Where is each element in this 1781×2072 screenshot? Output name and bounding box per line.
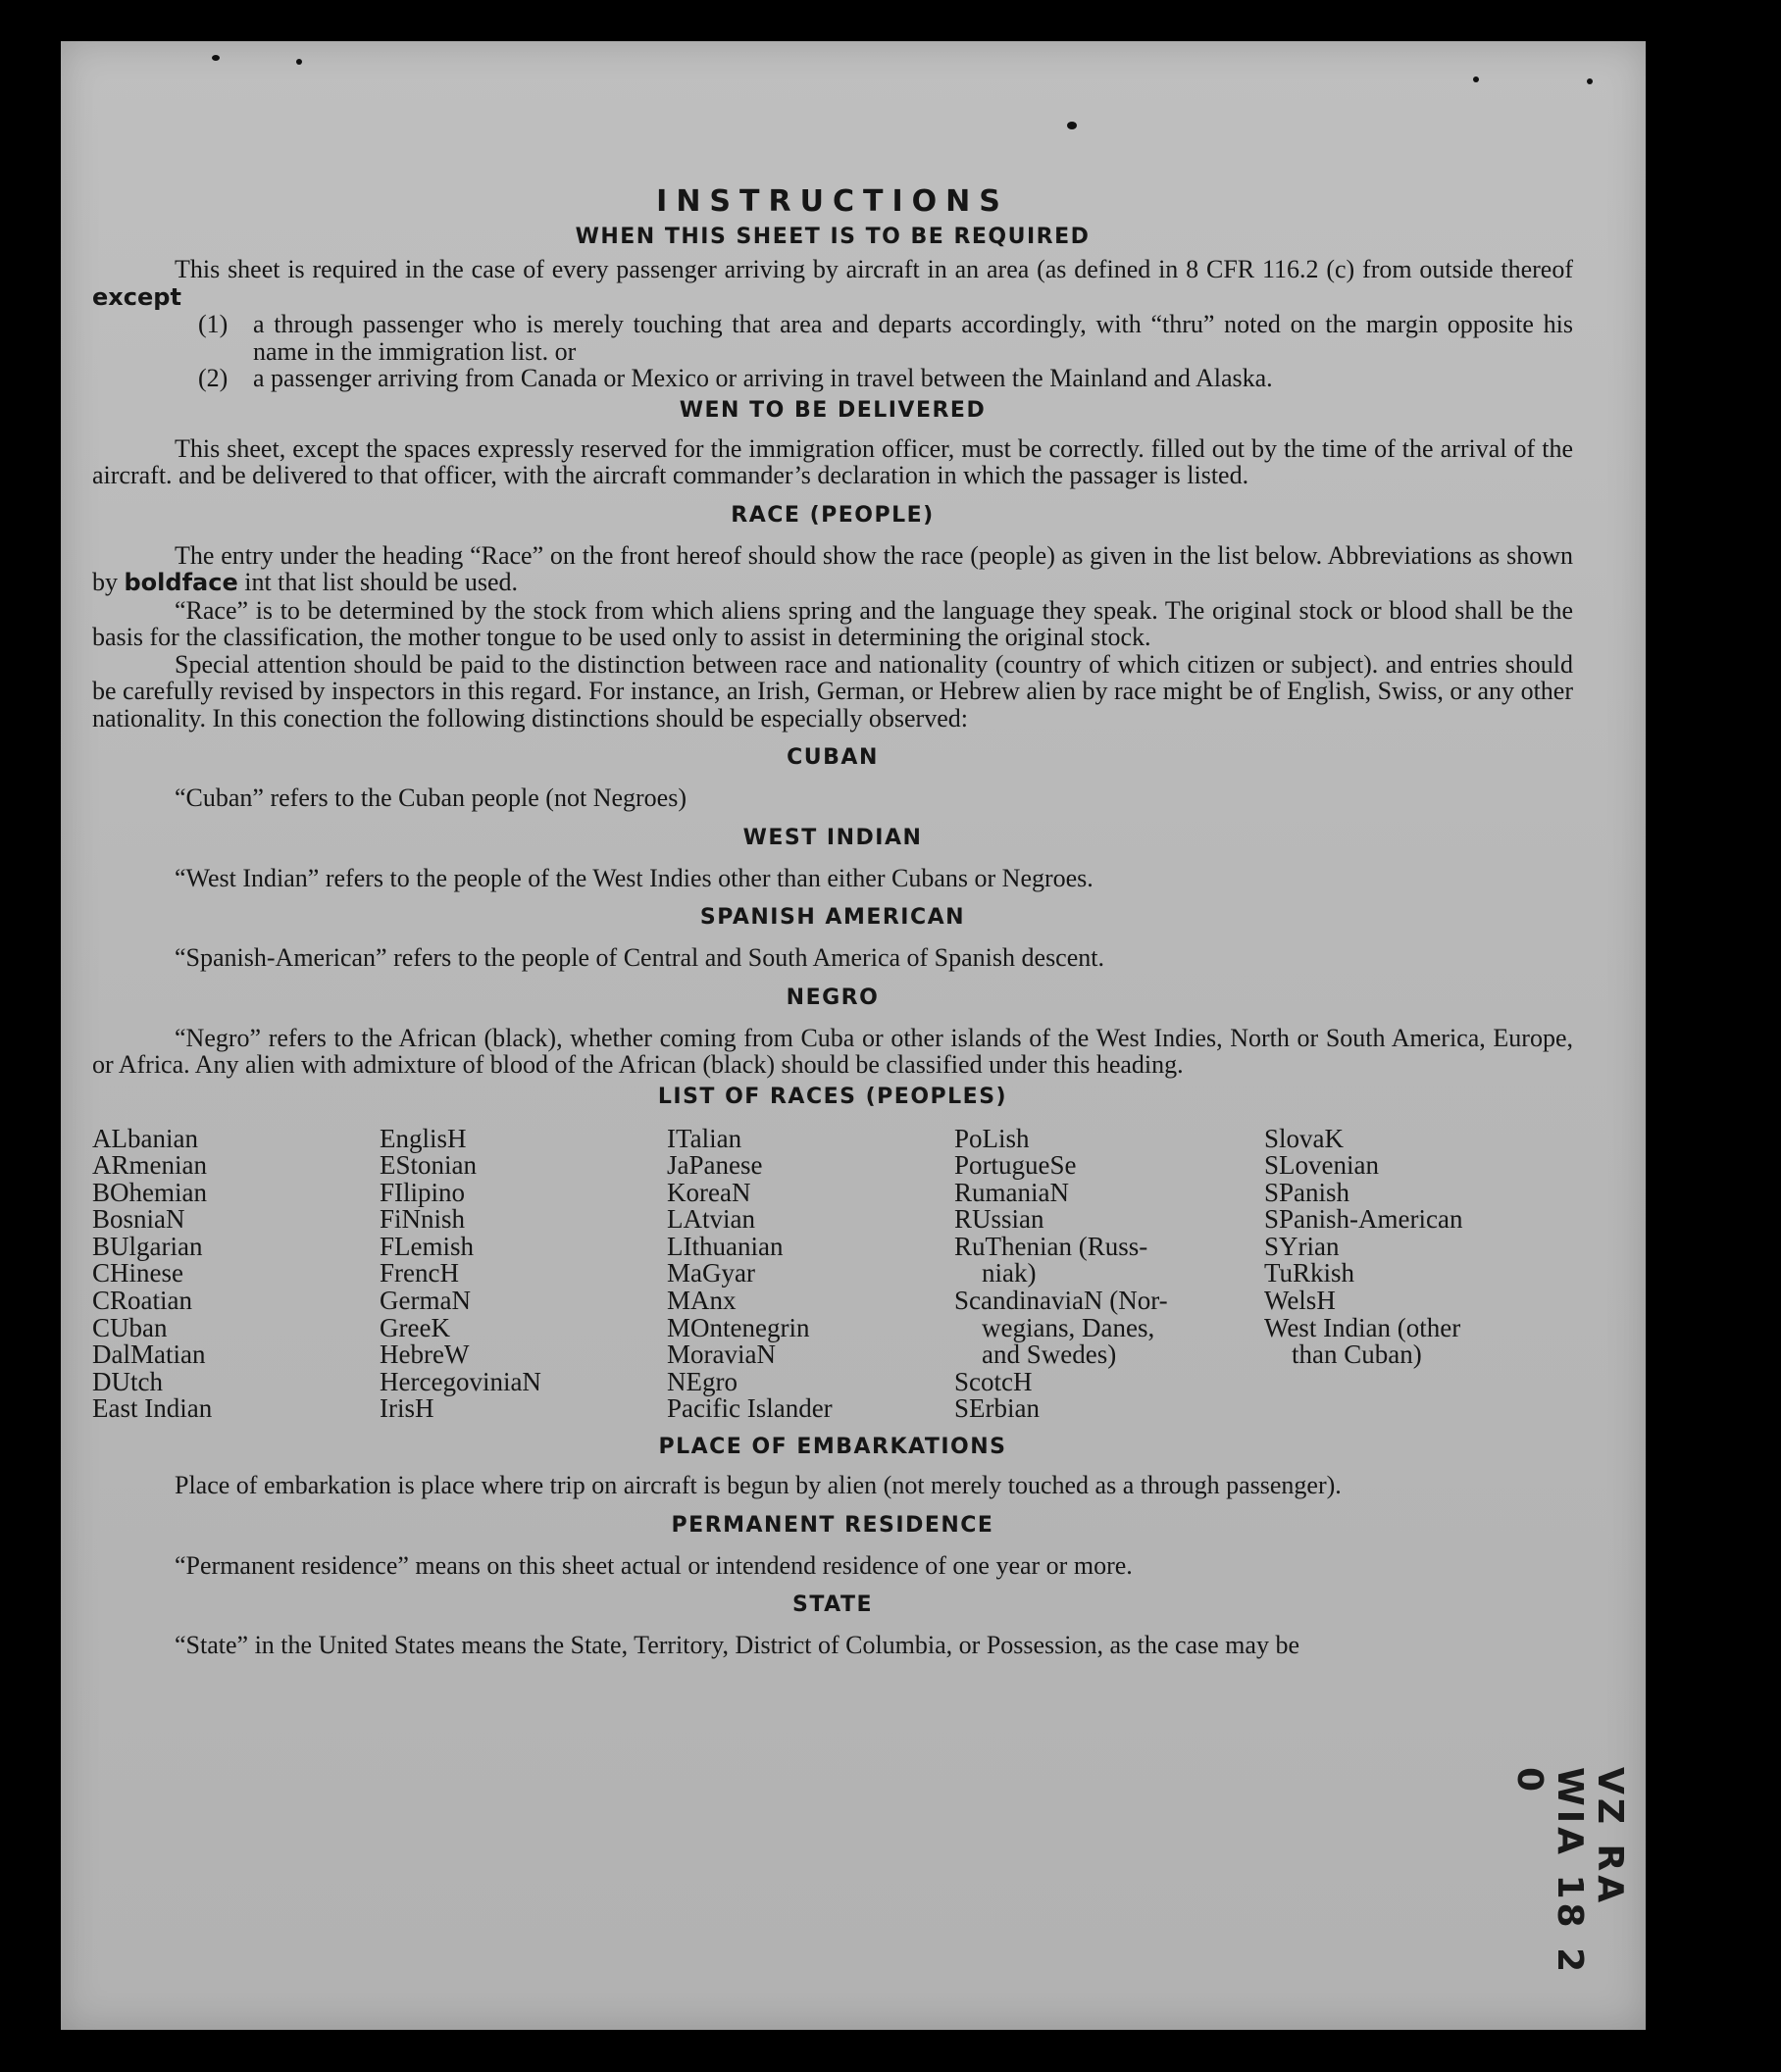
race-entry: SPanish-American bbox=[1264, 1204, 1463, 1235]
race-p1-start: The entry under the heading “Race” on the front hereof should show the race (people) as given in the list below. Abbreviations as shown by bbox=[92, 540, 1573, 596]
scan-speck bbox=[212, 55, 220, 61]
races-column-3 bbox=[667, 1123, 954, 1424]
heading-embarkation: PLACE OF EMBARKATIONS bbox=[658, 1435, 1007, 1460]
race-entry: JaPanese bbox=[667, 1150, 763, 1181]
paragraph-west-indian: “West Indian” refers to the people of the West Indies other than either Cubans or Negroes. bbox=[175, 863, 1094, 892]
handwritten-annotation: VZ RA WIA 18 2 0 bbox=[1509, 1767, 1630, 1977]
heading-west-indian: WEST INDIAN bbox=[742, 825, 923, 850]
race-entry: RumaniaN bbox=[954, 1177, 1069, 1207]
race-entry: LIthuanian bbox=[667, 1231, 784, 1261]
scan-speck bbox=[296, 59, 302, 65]
heading-list-of-races: LIST OF RACES (PEOPLES) bbox=[657, 1084, 1008, 1109]
race-entry: EStonian bbox=[380, 1150, 477, 1181]
race-entry: MAnx bbox=[667, 1286, 737, 1316]
race-entry: MaGyar bbox=[667, 1258, 755, 1289]
races-column-1 bbox=[92, 1123, 380, 1424]
race-entry: ScandinaviaN (Nor- bbox=[954, 1286, 1168, 1316]
heading-when-delivered: WEN TO BE DELIVERED bbox=[679, 397, 987, 423]
race-entry: MOntenegrin bbox=[667, 1312, 810, 1342]
race-entry: WelsH bbox=[1264, 1286, 1336, 1316]
race-entry: ITalian bbox=[667, 1123, 742, 1153]
paragraph-permanent-residence: “Permanent residence” means on this sheet actual or intendend residence of one year or more. bbox=[175, 1550, 1133, 1580]
race-entry: FIlipino bbox=[380, 1177, 466, 1207]
paragraph-state: “State” in the United States means the State, Territory, District of Columbia, or Possession, as the case may be bbox=[175, 1631, 1299, 1660]
race-entry: DalMatian bbox=[92, 1339, 206, 1370]
race-entry: SlovaK bbox=[1264, 1123, 1344, 1153]
race-entry: FiNnish bbox=[380, 1204, 466, 1235]
race-entry-continued: than Cuban) bbox=[1292, 1339, 1422, 1370]
race-p1-end: int that list should be used. bbox=[244, 568, 518, 596]
race-entry: BosniaN bbox=[92, 1204, 185, 1235]
scan-speck bbox=[1587, 78, 1593, 84]
race-entry: TuRkish bbox=[1264, 1258, 1355, 1289]
race-entry: CHinese bbox=[92, 1258, 183, 1289]
race-entry: ALbanian bbox=[92, 1123, 198, 1153]
scan-speck bbox=[1067, 122, 1077, 129]
heading-negro: NEGRO bbox=[786, 985, 880, 1010]
heading-when-required: WHEN THIS SHEET IS TO BE REQUIRED bbox=[575, 225, 1091, 249]
item-text: a through passenger who is merely touching that area and departs accordingly, with “thru” noted on the margin opposite his name in the immigration list. or bbox=[253, 310, 1573, 366]
heading-permanent-residence: PERMANENT RESIDENCE bbox=[671, 1512, 994, 1538]
paragraph-race-1 bbox=[92, 542, 1573, 597]
race-entry: FrencH bbox=[380, 1258, 459, 1289]
race-entry: SLovenian bbox=[1264, 1150, 1379, 1181]
race-entry: BUlgarian bbox=[92, 1231, 203, 1261]
race-entry: PoLish bbox=[954, 1123, 1030, 1153]
paragraph-when-delivered: This sheet, except the spaces expressly reserved for the immigration officer, must be correctly. filled out by the time of the arrival of the aircraft. and be delivered to that officer, with the aircraft commander’s declaration in which the passager is listed. bbox=[92, 433, 1573, 489]
exception-item-1 bbox=[198, 311, 1573, 365]
instructions-body bbox=[92, 183, 1573, 1659]
heading-state: STATE bbox=[792, 1592, 873, 1618]
race-entry: HercegoviniaN bbox=[380, 1366, 541, 1396]
scan-speck bbox=[1473, 76, 1479, 82]
race-entry: GreeK bbox=[380, 1312, 450, 1342]
document-sheet bbox=[61, 41, 1646, 2030]
race-entry: PortugueSe bbox=[954, 1150, 1077, 1181]
heading-cuban: CUBAN bbox=[787, 745, 879, 770]
paragraph-negro: “Negro” refers to the African (black), whether coming from Cuba or other islands of the West Indies, North or South America, Europe, or Africa. Any alien with admixture of blood of the African (black) should be classified under this heading. bbox=[92, 1023, 1573, 1079]
race-entry: EnglisH bbox=[380, 1123, 467, 1153]
item-number: (2) bbox=[198, 364, 229, 392]
race-entry: SErbian bbox=[954, 1393, 1040, 1424]
page-title: INSTRUCTIONS bbox=[656, 184, 1009, 219]
race-entry: RuThenian (Russ- bbox=[954, 1231, 1148, 1261]
race-entry: HebreW bbox=[380, 1339, 470, 1370]
races-list bbox=[92, 1123, 1573, 1424]
races-column-5 bbox=[1264, 1123, 1573, 1424]
race-entry-continued: niak) bbox=[982, 1258, 1037, 1289]
paragraph-cuban: “Cuban” refers to the Cuban people (not Negroes) bbox=[175, 783, 687, 812]
race-entry: ARmenian bbox=[92, 1150, 207, 1181]
race-entry: CUban bbox=[92, 1312, 168, 1342]
race-entry: NEgro bbox=[667, 1366, 738, 1396]
intro-text: This sheet is required in the case of every passenger arriving by aircraft in an area (as defined in 8 CFR 116.2 (c) from outside thereof bbox=[175, 255, 1573, 283]
item-number: (1) bbox=[198, 310, 229, 338]
race-entry: West Indian (other bbox=[1264, 1312, 1461, 1342]
race-entry-continued: and Swedes) bbox=[982, 1339, 1117, 1370]
paragraph-embarkation: Place of embarkation is place where trip on aircraft is begun by alien (not merely touched as a through passenger). bbox=[175, 1471, 1342, 1500]
heading-race: RACE (PEOPLE) bbox=[731, 502, 935, 528]
heading-spanish-american: SPANISH AMERICAN bbox=[699, 905, 966, 930]
race-entry: KoreaN bbox=[667, 1177, 751, 1207]
race-entry: FLemish bbox=[380, 1231, 475, 1261]
race-entry: BOhemian bbox=[92, 1177, 207, 1207]
race-entry-continued: wegians, Danes, bbox=[982, 1312, 1155, 1342]
paragraph-race-3: Special attention should be paid to the distinction between race and nationality (country of which citizen or subject). and entries should be carefully revised by inspectors in this regard. For instance, an Irish, German, or Hebrew alien by race might be of English, Swiss, or any other nationality. In this conection the following distinctions should be especially observed: bbox=[92, 649, 1573, 733]
exception-item-2 bbox=[198, 365, 1573, 392]
race-entry: DUtch bbox=[92, 1366, 163, 1396]
race-entry: GermaN bbox=[380, 1286, 471, 1316]
race-entry: RUssian bbox=[954, 1204, 1044, 1235]
race-entry: ScotcH bbox=[954, 1366, 1033, 1396]
races-column-2 bbox=[380, 1123, 667, 1424]
item-text: a passenger arriving from Canada or Mexico or arriving in travel between the Mainland and Alaska. bbox=[253, 364, 1273, 392]
race-entry: IrisH bbox=[380, 1393, 434, 1424]
paragraph-spanish-american: “Spanish-American” refers to the people of Central and South America of Spanish descent. bbox=[175, 943, 1104, 972]
race-entry: SYrian bbox=[1264, 1231, 1340, 1261]
race-entry: CRoatian bbox=[92, 1286, 192, 1316]
boldface-bold: boldface bbox=[124, 569, 238, 596]
except-bold: except bbox=[92, 282, 181, 311]
paragraph-when-required bbox=[92, 256, 1573, 311]
paragraph-race-2: “Race” is to be determined by the stock from which aliens spring and the language they speak. The original stock or blood shall be the basis for the classification, the mother tongue to be used only to assist in determining the original stock. bbox=[92, 595, 1573, 651]
race-entry: Pacific Islander bbox=[667, 1393, 833, 1424]
race-entry: East Indian bbox=[92, 1393, 213, 1424]
races-column-4 bbox=[954, 1123, 1264, 1424]
race-entry: LAtvian bbox=[667, 1204, 755, 1235]
race-entry: MoraviaN bbox=[667, 1339, 776, 1370]
race-entry: SPanish bbox=[1264, 1177, 1350, 1207]
